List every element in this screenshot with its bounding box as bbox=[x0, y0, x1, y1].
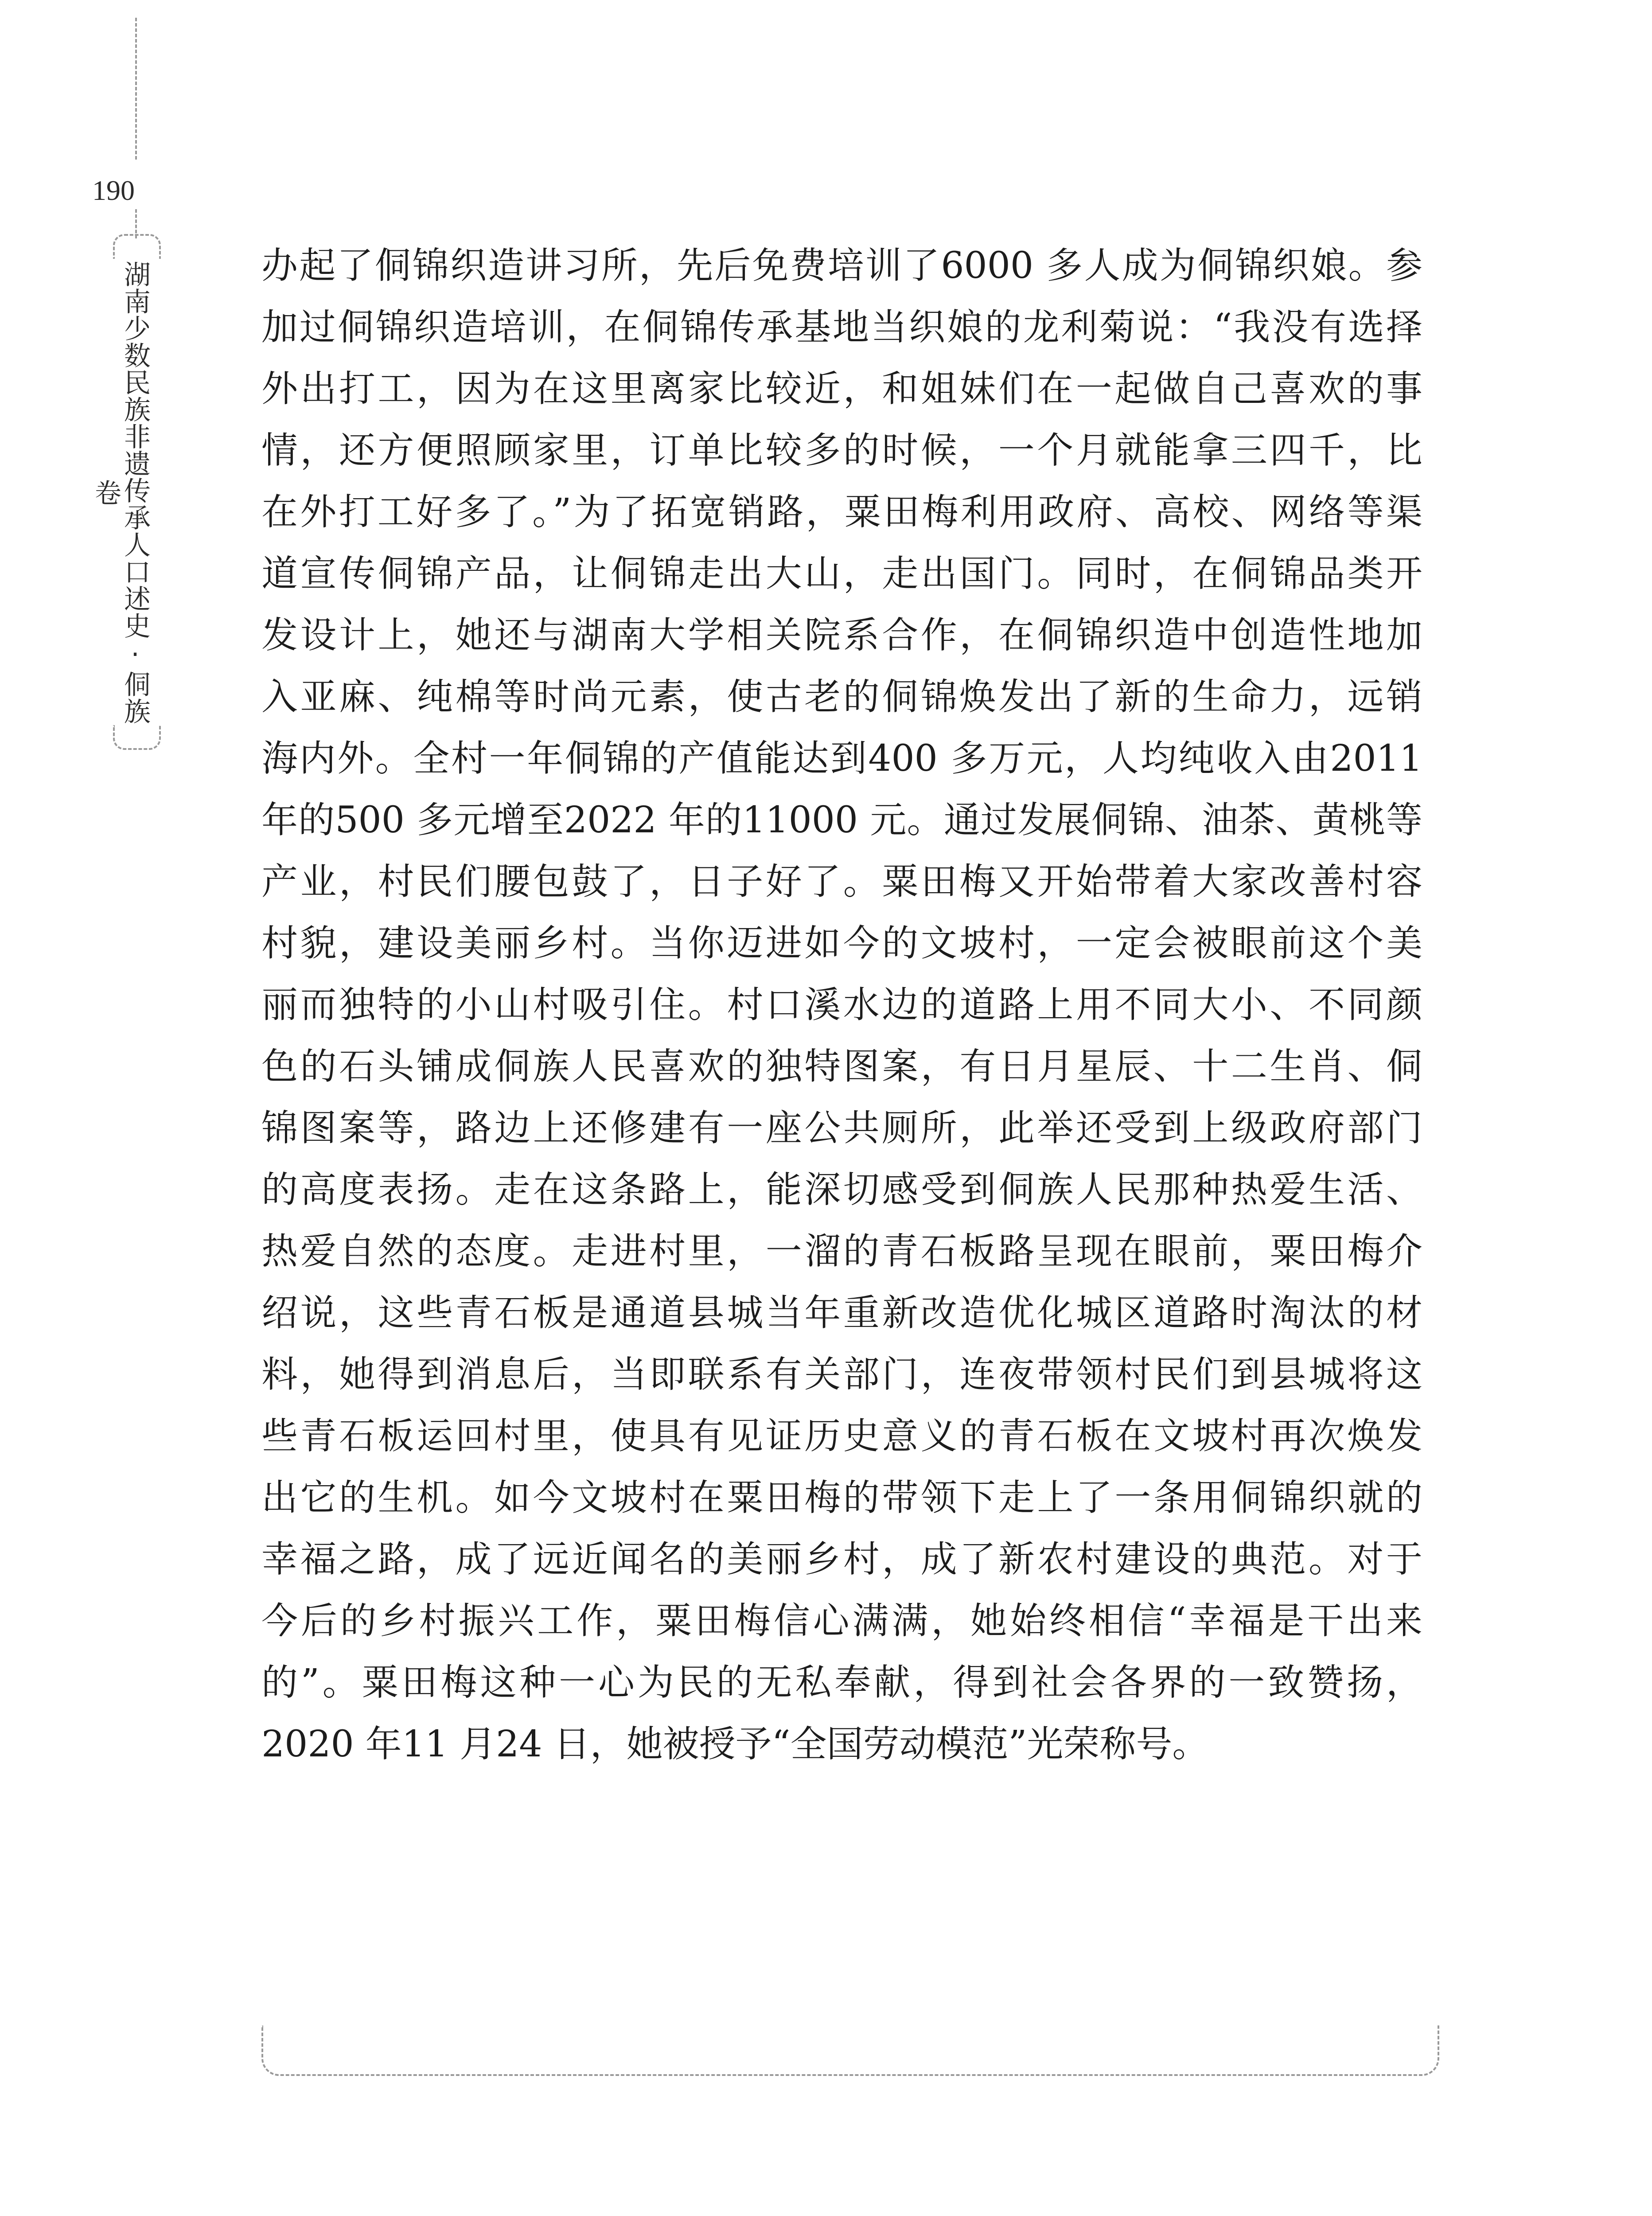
body-line: 办起了侗锦织造讲习所，先后免费培训了6000 多人成为侗锦织娘。参 bbox=[261, 245, 1422, 287]
body-line: 些青石板运回村里，使具有见证历史意义的青石板在文坡村再次焕发 bbox=[261, 1415, 1422, 1457]
body-line: 的高度表扬。走在这条路上，能深切感受到侗族人民那种热爱生活、 bbox=[261, 1169, 1422, 1211]
running-title-bracket-bottom bbox=[113, 725, 161, 750]
body-line: 加过侗锦织造培训，在侗锦传承基地当织娘的龙利菊说：“我没有选择 bbox=[261, 306, 1422, 348]
body-line: 的”。粟田梅这种一心为民的无私奉献，得到社会各界的一致赞扬， bbox=[261, 1662, 1422, 1704]
body-line: 出它的生机。如今文坡村在粟田梅的带领下走上了一条用侗锦织就的 bbox=[261, 1477, 1422, 1519]
body-line: 发设计上，她还与湖南大学相关院系合作，在侗锦织造中创造性地加 bbox=[261, 614, 1422, 656]
body-line-last: 2020 年11 月24 日，她被授予“全国劳动模范”光荣称号。 bbox=[261, 1723, 1209, 1765]
body-line: 料，她得到消息后，当即联系有关部门，连夜带领村民们到县城将这 bbox=[261, 1354, 1422, 1396]
body-line: 情，还方便照顾家里，订单比较多的时候，一个月就能拿三四千，比 bbox=[261, 429, 1422, 472]
body-line: 外出打工，因为在这里离家比较近，和姐妹们在一起做自己喜欢的事 bbox=[261, 368, 1422, 410]
body-line: 绍说，这些青石板是通道县城当年重新改造优化城区道路时淘汰的材 bbox=[261, 1292, 1422, 1334]
body-line: 热爱自然的态度。走进村里，一溜的青石板路呈现在眼前，粟田梅介 bbox=[261, 1230, 1422, 1272]
body-line: 今后的乡村振兴工作，粟田梅信心满满，她始终相信“幸福是干出来 bbox=[261, 1600, 1422, 1642]
body-line: 幸福之路，成了远近闻名的美丽乡村，成了新农村建设的典范。对于 bbox=[261, 1538, 1422, 1580]
page-number: 190 bbox=[92, 175, 135, 206]
body-line: 在外打工好多了。”为了拓宽销路，粟田梅利用政府、高校、网络等渠 bbox=[261, 491, 1422, 533]
body-text bbox=[261, 235, 1422, 1775]
body-line: 色的石头铺成侗族人民喜欢的独特图案，有日月星辰、十二生肖、侗 bbox=[261, 1046, 1422, 1088]
body-line: 年的500 多元增至2022 年的11000 元。通过发展侗锦、油茶、黄桃等 bbox=[261, 799, 1422, 841]
body-line: 入亚麻、纯棉等时尚元素，使古老的侗锦焕发出了新的生命力，远销 bbox=[261, 676, 1422, 718]
text-frame-bottom bbox=[261, 2025, 1439, 2076]
body-line: 村貌，建设美丽乡村。当你迈进如今的文坡村，一定会被眼前这个美 bbox=[261, 922, 1422, 964]
body-line: 产业，村民们腰包鼓了，日子好了。粟田梅又开始带着大家改善村容 bbox=[261, 861, 1422, 903]
body-line: 锦图案等，路边上还修建有一座公共厕所，此举还受到上级政府部门 bbox=[261, 1107, 1422, 1149]
body-line: 道宣传侗锦产品，让侗锦走出大山，走出国门。同时，在侗锦品类开 bbox=[261, 553, 1422, 595]
margin-dashed-rule-top bbox=[135, 18, 137, 160]
running-title: 湖南少数民族非遗传承人口述史·侗族卷 bbox=[90, 260, 151, 725]
body-line: 丽而独特的小山村吸引住。村口溪水边的道路上用不同大小、不同颜 bbox=[261, 984, 1422, 1026]
body-line: 海内外。全村一年侗锦的产值能达到400 多万元，人均纯收入由2011 bbox=[261, 737, 1422, 780]
